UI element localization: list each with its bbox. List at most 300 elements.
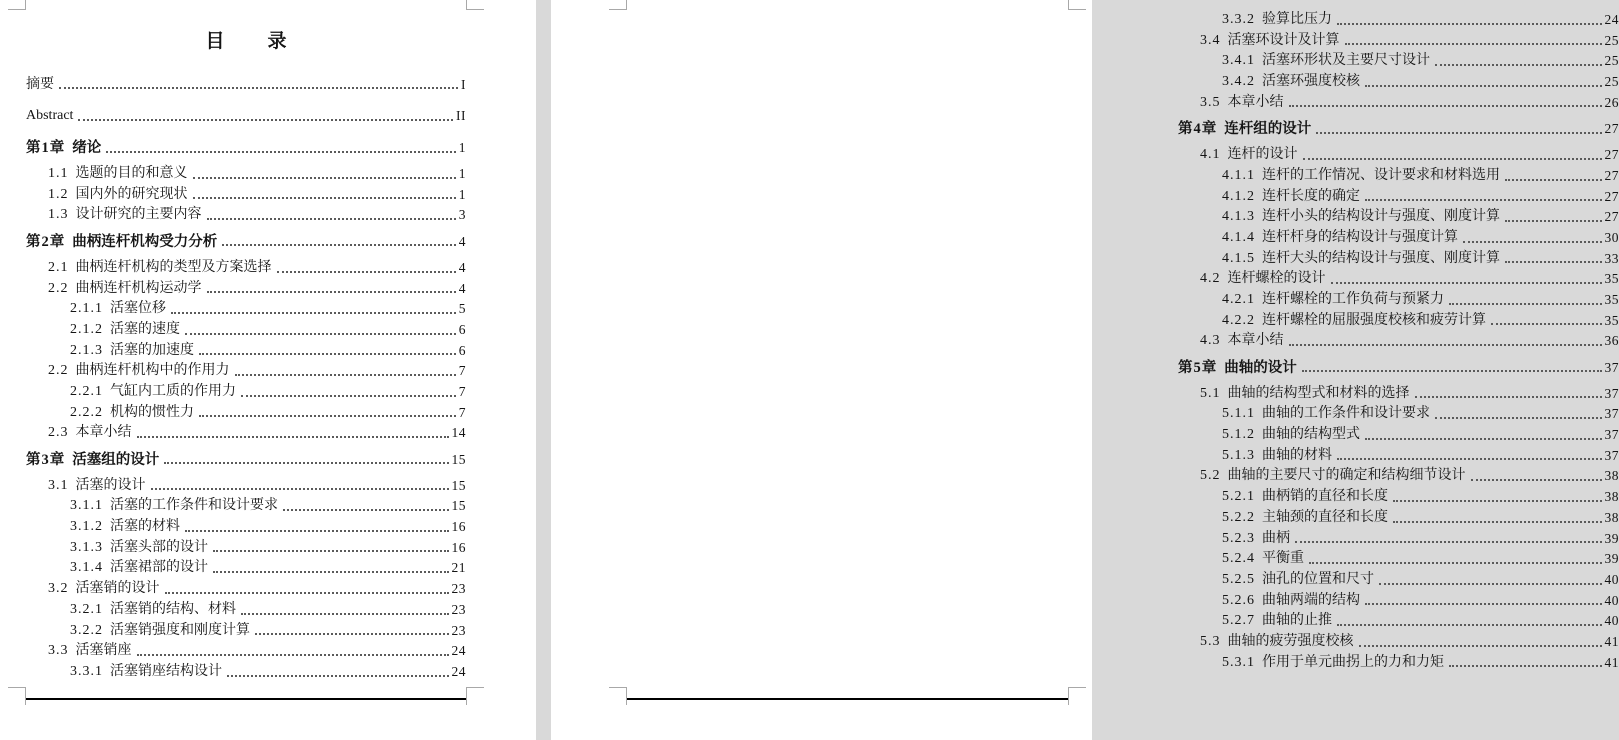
toc-entry-number: 4.1.1 bbox=[1222, 167, 1255, 183]
toc-entry-number: 3.4 bbox=[1200, 32, 1221, 48]
toc-entry-page-number: 27 bbox=[1604, 147, 1619, 163]
crop-mark-icon bbox=[8, 687, 26, 705]
toc-entry[interactable] bbox=[1222, 529, 1619, 550]
toc-leader-dots bbox=[235, 374, 456, 376]
toc-entry-number: 5.3 bbox=[1200, 633, 1221, 649]
toc-leader-dots bbox=[59, 87, 458, 89]
toc-entry[interactable] bbox=[1200, 145, 1619, 166]
toc-entry[interactable] bbox=[70, 558, 466, 579]
toc-entry-title: 曲轴的结构型式 bbox=[1262, 427, 1360, 443]
toc-entry-number: 5.1.1 bbox=[1222, 406, 1255, 422]
toc-entry[interactable] bbox=[48, 476, 466, 497]
toc-entry[interactable] bbox=[1222, 249, 1619, 270]
toc-entry-title: 连杆小头的结构设计与强度、刚度计算 bbox=[1262, 209, 1500, 225]
toc-entry[interactable] bbox=[1200, 93, 1619, 114]
toc-entry-page-number: 4 bbox=[458, 233, 466, 249]
toc-entry[interactable] bbox=[26, 75, 466, 96]
toc-list-page-1 bbox=[26, 69, 466, 683]
toc-entry[interactable] bbox=[48, 185, 466, 206]
toc-leader-dots bbox=[199, 353, 456, 355]
toc-entry[interactable] bbox=[26, 232, 466, 253]
toc-entry-number: 2.2 bbox=[48, 363, 69, 379]
toc-entry-number: 5.2 bbox=[1200, 468, 1221, 484]
toc-entry-number: 5.2.4 bbox=[1222, 551, 1255, 567]
toc-entry-number: 5.2.7 bbox=[1222, 613, 1255, 629]
toc-entry-title: 活塞组的设计 bbox=[72, 451, 160, 468]
toc-entry-title: 曲轴的材料 bbox=[1262, 447, 1332, 463]
toc-entry-page-number: 21 bbox=[451, 560, 466, 576]
toc-leader-dots bbox=[1345, 43, 1602, 45]
toc-leader-dots bbox=[213, 571, 449, 573]
toc-entry[interactable] bbox=[1200, 632, 1619, 653]
toc-leader-dots bbox=[1331, 282, 1602, 284]
toc-leader-dots bbox=[1365, 603, 1602, 605]
toc-entry-number: 5.2.2 bbox=[1222, 509, 1255, 525]
toc-entry-title: 活塞环形状及主要尺寸设计 bbox=[1262, 53, 1430, 69]
toc-entry-page-number: 1 bbox=[458, 166, 466, 182]
toc-entry-page-number: 35 bbox=[1604, 271, 1619, 287]
toc-entry[interactable] bbox=[1222, 290, 1619, 311]
toc-entry-page-number: 25 bbox=[1604, 74, 1619, 90]
toc-entry-page-number: 23 bbox=[451, 601, 466, 617]
toc-entry-title: 活塞销强度和刚度计算 bbox=[110, 622, 250, 638]
toc-leader-dots bbox=[1289, 344, 1602, 346]
toc-entry-page-number: 38 bbox=[1604, 468, 1619, 484]
toc-leader-dots bbox=[1449, 303, 1602, 305]
toc-leader-dots bbox=[1303, 158, 1602, 160]
toc-entry-title: 本章小结 bbox=[1227, 333, 1284, 349]
toc-entry-page-number: 1 bbox=[458, 139, 466, 155]
toc-entry-number: 4.1.4 bbox=[1222, 229, 1255, 245]
toc-entry-title: 活塞头部的设计 bbox=[110, 539, 208, 555]
toc-entry-number: 4.2.2 bbox=[1222, 312, 1255, 328]
toc-entry-number: 第2章 bbox=[26, 233, 66, 250]
toc-entry-title: 曲轴的设计 bbox=[1224, 359, 1297, 376]
toc-entry[interactable] bbox=[70, 341, 466, 362]
toc-entry[interactable] bbox=[1222, 187, 1619, 208]
toc-leader-dots bbox=[283, 509, 449, 511]
page-bottom-rule bbox=[26, 698, 466, 700]
toc-entry-title: 活塞销的设计 bbox=[75, 581, 160, 597]
toc-entry-page-number: 4 bbox=[458, 259, 466, 275]
toc-leader-dots bbox=[1337, 624, 1602, 626]
toc-entry-number: 3.2.1 bbox=[70, 601, 103, 617]
toc-entry-title: 活塞销的结构、材料 bbox=[110, 601, 236, 617]
toc-entry-title: 曲轴两端的结构 bbox=[1262, 592, 1360, 608]
toc-entry-page-number: 38 bbox=[1604, 489, 1619, 505]
toc-entry-number: 5.2.3 bbox=[1222, 530, 1255, 546]
toc-entry-number: 3.3 bbox=[48, 643, 69, 659]
toc-leader-dots bbox=[1365, 438, 1602, 440]
toc-entry[interactable] bbox=[1178, 358, 1619, 379]
toc-leader-dots bbox=[227, 675, 449, 677]
toc-entry-title: 曲柄连杆机构运动学 bbox=[75, 280, 202, 296]
toc-entry-number: 5.1.2 bbox=[1222, 427, 1255, 443]
toc-entry-number: 3.2.2 bbox=[70, 622, 103, 638]
toc-entry[interactable] bbox=[26, 450, 466, 471]
toc-entry-number: 4.1.2 bbox=[1222, 188, 1255, 204]
toc-entry[interactable] bbox=[70, 600, 466, 621]
toc-entry-page-number: 37 bbox=[1604, 427, 1619, 443]
toc-entry-page-number: 25 bbox=[1604, 53, 1619, 69]
toc-entry-title: 曲轴的结构型式和材料的选择 bbox=[1227, 385, 1410, 401]
toc-entry-number: 第5章 bbox=[1178, 359, 1218, 376]
toc-entry[interactable] bbox=[70, 382, 466, 403]
toc-entry[interactable] bbox=[48, 579, 466, 600]
toc-leader-dots bbox=[1393, 500, 1602, 502]
toc-entry-title: 本章小结 bbox=[1227, 94, 1284, 110]
toc-entry-page-number: 15 bbox=[451, 451, 466, 467]
toc-entry-number: 3.1.4 bbox=[70, 560, 103, 576]
toc-leader-dots bbox=[1505, 220, 1602, 222]
page-1[interactable] bbox=[0, 0, 536, 740]
toc-entry[interactable] bbox=[1222, 72, 1619, 93]
toc-leader-dots bbox=[1295, 541, 1602, 543]
toc-entry-number: 4.3 bbox=[1200, 333, 1221, 349]
toc-entry-page-number: 7 bbox=[458, 404, 466, 420]
toc-entry-number: 第1章 bbox=[26, 139, 66, 156]
toc-entry-page-number: 35 bbox=[1604, 312, 1619, 328]
toc-entry[interactable] bbox=[1222, 508, 1619, 529]
toc-entry-page-number: 39 bbox=[1604, 551, 1619, 567]
crop-mark-icon bbox=[1068, 687, 1086, 705]
toc-entry-number: 第3章 bbox=[26, 451, 66, 468]
toc-leader-dots bbox=[78, 119, 453, 121]
toc-entry[interactable] bbox=[70, 621, 466, 642]
toc-entry-title: 曲轴的主要尺寸的确定和结构细节设计 bbox=[1227, 468, 1466, 484]
toc-leader-dots bbox=[193, 197, 456, 199]
toc-entry-page-number: 39 bbox=[1604, 530, 1619, 546]
toc-entry-title: 曲柄连杆机构中的作用力 bbox=[75, 363, 230, 379]
toc-entry-title: 连杆螺栓的设计 bbox=[1227, 271, 1326, 287]
toc-entry[interactable] bbox=[1200, 31, 1619, 52]
toc-entry-title: 连杆长度的确定 bbox=[1262, 188, 1360, 204]
toc-leader-dots bbox=[1289, 105, 1602, 107]
toc-entry-title: 验算比压力 bbox=[1262, 12, 1332, 27]
toc-entry[interactable] bbox=[1222, 487, 1619, 508]
toc-entry-page-number: 26 bbox=[1604, 94, 1619, 110]
page-2[interactable] bbox=[551, 0, 1619, 740]
toc-entry[interactable] bbox=[26, 106, 466, 127]
toc-entry-page-number: 37 bbox=[1604, 406, 1619, 422]
toc-entry-number: 5.3.1 bbox=[1222, 654, 1255, 670]
toc-entry-page-number: 33 bbox=[1604, 250, 1619, 266]
toc-entry-page-number: 24 bbox=[1604, 12, 1619, 27]
toc-leader-dots bbox=[185, 530, 449, 532]
toc-leader-dots bbox=[1365, 85, 1602, 87]
toc-entry-page-number: 6 bbox=[458, 342, 466, 358]
toc-entry-page-number: 41 bbox=[1604, 654, 1619, 670]
toc-entry-page-number: 30 bbox=[1604, 229, 1619, 245]
toc-leader-dots bbox=[1435, 417, 1602, 419]
toc-entry-number: 3.1.3 bbox=[70, 539, 103, 555]
toc-entry-page-number: 23 bbox=[451, 581, 466, 597]
toc-entry-page-number: 38 bbox=[1604, 509, 1619, 525]
toc-entry-page-number: 40 bbox=[1604, 592, 1619, 608]
toc-leader-dots bbox=[193, 177, 456, 179]
toc-entry-title: 绪论 bbox=[72, 139, 102, 156]
toc-leader-dots bbox=[1337, 458, 1602, 460]
toc-entry-page-number: II bbox=[456, 108, 466, 124]
toc-entry-number: 5.2.1 bbox=[1222, 489, 1255, 505]
toc-entry-page-number: 37 bbox=[1604, 447, 1619, 463]
toc-entry-title: 活塞销座 bbox=[75, 643, 132, 659]
toc-leader-dots bbox=[137, 654, 449, 656]
toc-entry-title: 连杆杆身的结构设计与强度计算 bbox=[1262, 229, 1458, 245]
toc-entry-title: 气缸内工质的作用力 bbox=[110, 383, 236, 399]
toc-entry[interactable] bbox=[1200, 331, 1619, 352]
toc-entry-number: 4.1.5 bbox=[1222, 250, 1255, 266]
toc-entry[interactable] bbox=[70, 299, 466, 320]
toc-entry-number: 3.1.1 bbox=[70, 498, 103, 514]
toc-leader-dots bbox=[213, 550, 449, 552]
toc-entry[interactable] bbox=[1222, 207, 1619, 228]
toc-entry[interactable] bbox=[1178, 119, 1619, 140]
toc-entry[interactable] bbox=[48, 164, 466, 185]
toc-entry-number: 4.2.1 bbox=[1222, 291, 1255, 307]
toc-entry-title: 连杆螺栓的屈服强度校核和疲劳计算 bbox=[1262, 312, 1486, 328]
toc-leader-dots bbox=[255, 633, 449, 635]
toc-leader-dots bbox=[277, 271, 456, 273]
toc-entry-number: 3.4.1 bbox=[1222, 53, 1255, 69]
toc-entry-title: 连杆的工作情况、设计要求和材料选用 bbox=[1262, 167, 1500, 183]
toc-entry-number: 第4章 bbox=[1178, 120, 1218, 137]
toc-entry-page-number: I bbox=[461, 76, 466, 92]
toc-leader-dots bbox=[185, 333, 456, 335]
toc-entry-number: 2.1.2 bbox=[70, 321, 103, 337]
toc-entry-title: 活塞裙部的设计 bbox=[110, 560, 208, 576]
toc-entry-number: 2.1.1 bbox=[70, 301, 103, 317]
toc-entry-page-number: 1 bbox=[458, 186, 466, 202]
toc-entry-page-number: 5 bbox=[458, 301, 466, 317]
toc-leader-dots bbox=[222, 244, 456, 246]
toc-entry-page-number: 27 bbox=[1604, 167, 1619, 183]
toc-entry-number: 5.2.5 bbox=[1222, 571, 1255, 587]
crop-mark-icon bbox=[609, 687, 627, 705]
toc-entry-title: 曲柄 bbox=[1262, 530, 1290, 546]
toc-entry[interactable] bbox=[1222, 591, 1619, 612]
toc-entry-number: 2.2.2 bbox=[70, 404, 103, 420]
toc-entry-number: 3.5 bbox=[1200, 94, 1221, 110]
toc-entry[interactable] bbox=[70, 517, 466, 538]
toc-entry-title: 活塞的设计 bbox=[75, 477, 146, 493]
toc-entry-number: 1.3 bbox=[48, 207, 69, 223]
toc-entry-page-number: 41 bbox=[1604, 633, 1619, 649]
toc-entry-title: 活塞销座结构设计 bbox=[110, 663, 222, 679]
toc-leader-dots bbox=[164, 462, 448, 464]
toc-entry[interactable] bbox=[1222, 228, 1619, 249]
toc-leader-dots bbox=[1435, 64, 1602, 66]
toc-entry-number: 5.1.3 bbox=[1222, 447, 1255, 463]
toc-entry-title: 设计研究的主要内容 bbox=[75, 207, 202, 223]
toc-entry-title: Abstract bbox=[26, 108, 74, 124]
toc-entry[interactable] bbox=[48, 641, 466, 662]
toc-entry[interactable] bbox=[48, 258, 466, 279]
toc-entry-number: 2.1 bbox=[48, 259, 69, 275]
toc-leader-dots bbox=[241, 613, 449, 615]
toc-entry[interactable] bbox=[1222, 404, 1619, 425]
toc-leader-dots bbox=[171, 312, 456, 314]
toc-entry-page-number: 15 bbox=[451, 498, 466, 514]
toc-leader-dots bbox=[137, 436, 449, 438]
toc-entry[interactable] bbox=[26, 138, 466, 159]
toc-leader-dots bbox=[1463, 241, 1602, 243]
toc-entry-page-number: 40 bbox=[1604, 613, 1619, 629]
toc-entry-number: 3.1.2 bbox=[70, 519, 103, 535]
toc-entry-title: 活塞环设计及计算 bbox=[1227, 32, 1340, 48]
toc-leader-dots bbox=[1449, 665, 1602, 667]
toc-entry-page-number: 16 bbox=[451, 519, 466, 535]
toc-entry[interactable] bbox=[70, 496, 466, 517]
toc-entry-number: 3.1 bbox=[48, 477, 69, 493]
toc-entry-title: 平衡重 bbox=[1262, 551, 1304, 567]
toc-entry-title: 曲柄连杆机构的类型及方案选择 bbox=[75, 259, 272, 275]
toc-entry-page-number: 37 bbox=[1604, 359, 1619, 375]
toc-entry-title: 选题的目的和意义 bbox=[75, 166, 188, 182]
toc-entry-page-number: 35 bbox=[1604, 291, 1619, 307]
toc-entry-page-number: 25 bbox=[1604, 32, 1619, 48]
toc-entry[interactable] bbox=[1222, 653, 1619, 674]
toc-entry-number: 2.2.1 bbox=[70, 383, 103, 399]
toc-entry-page-number: 37 bbox=[1604, 385, 1619, 401]
toc-entry-number: 5.1 bbox=[1200, 385, 1221, 401]
toc-leader-dots bbox=[1337, 23, 1602, 25]
crop-mark-icon bbox=[466, 0, 484, 10]
toc-leader-dots bbox=[1379, 583, 1602, 585]
toc-entry-title: 国内外的研究现状 bbox=[75, 186, 188, 202]
crop-mark-icon bbox=[1068, 0, 1086, 10]
toc-entry-number: 3.2 bbox=[48, 581, 69, 597]
toc-leader-dots bbox=[1471, 479, 1602, 481]
toc-entry-title: 活塞的工作条件和设计要求 bbox=[110, 498, 278, 514]
toc-entry-number: 3.3.2 bbox=[1222, 12, 1255, 27]
toc-entry-page-number: 24 bbox=[451, 643, 466, 659]
toc-entry[interactable] bbox=[1200, 384, 1619, 405]
toc-entry[interactable] bbox=[70, 662, 466, 683]
toc-entry-title: 活塞位移 bbox=[110, 301, 166, 317]
toc-entry[interactable] bbox=[48, 423, 466, 444]
toc-leader-dots bbox=[165, 592, 449, 594]
crop-mark-icon bbox=[466, 687, 484, 705]
toc-entry-page-number: 14 bbox=[451, 425, 466, 441]
toc-entry-page-number: 40 bbox=[1604, 571, 1619, 587]
toc-leader-dots bbox=[1505, 261, 1602, 263]
toc-entry-title: 连杆组的设计 bbox=[1224, 120, 1312, 137]
toc-entry-title: 活塞的加速度 bbox=[110, 342, 194, 358]
toc-entry[interactable] bbox=[1222, 446, 1619, 467]
toc-entry-page-number: 16 bbox=[451, 539, 466, 555]
toc-entry-page-number: 27 bbox=[1604, 209, 1619, 225]
toc-entry-number: 3.3.1 bbox=[70, 663, 103, 679]
toc-leader-dots bbox=[1302, 370, 1602, 372]
toc-entry-page-number: 36 bbox=[1604, 333, 1619, 349]
toc-entry[interactable] bbox=[70, 538, 466, 559]
toc-entry[interactable] bbox=[48, 205, 466, 226]
toc-entry[interactable] bbox=[1222, 611, 1619, 632]
toc-leader-dots bbox=[1505, 179, 1602, 181]
crop-mark-icon bbox=[8, 0, 26, 10]
toc-leader-dots bbox=[1359, 645, 1602, 647]
toc-entry-page-number: 24 bbox=[451, 663, 466, 679]
toc-entry-page-number: 15 bbox=[451, 477, 466, 493]
toc-entry-number: 1.2 bbox=[48, 186, 69, 202]
toc-entry[interactable] bbox=[48, 279, 466, 300]
toc-entry-number: 4.2 bbox=[1200, 271, 1221, 287]
toc-entry-title: 曲柄销的直径和长度 bbox=[1262, 489, 1388, 505]
toc-leader-dots bbox=[151, 488, 449, 490]
toc-entry-number: 4.1 bbox=[1200, 147, 1221, 163]
toc-entry-title: 连杆大头的结构设计与强度、刚度计算 bbox=[1262, 250, 1500, 266]
toc-leader-dots bbox=[207, 291, 456, 293]
toc-leader-dots bbox=[1309, 562, 1602, 564]
toc-leader-dots bbox=[1316, 132, 1601, 134]
toc-entry-title: 连杆螺栓的工作负荷与预紧力 bbox=[1262, 291, 1444, 307]
toc-entry-title: 曲轴的工作条件和设计要求 bbox=[1262, 406, 1430, 422]
toc-leader-dots bbox=[1491, 323, 1602, 325]
toc-entry[interactable] bbox=[1200, 466, 1619, 487]
toc-entry-page-number: 6 bbox=[458, 321, 466, 337]
toc-entry[interactable] bbox=[1222, 425, 1619, 446]
toc-entry-title: 活塞环强度校核 bbox=[1262, 74, 1360, 90]
toc-entry-number: 1.1 bbox=[48, 166, 69, 182]
toc-entry[interactable] bbox=[1222, 10, 1619, 31]
toc-entry[interactable] bbox=[1222, 549, 1619, 570]
toc-entry-title: 曲轴的止推 bbox=[1262, 613, 1332, 629]
toc-entry-number: 2.3 bbox=[48, 425, 69, 441]
toc-leader-dots bbox=[1415, 396, 1602, 398]
toc-entry[interactable] bbox=[1222, 166, 1619, 187]
toc-leader-dots bbox=[207, 218, 456, 220]
toc-entry-page-number: 3 bbox=[458, 207, 466, 223]
toc-entry-title: 连杆的设计 bbox=[1227, 147, 1298, 163]
toc-entry-title: 主轴颈的直径和长度 bbox=[1262, 509, 1388, 525]
toc-title[interactable]: 目 录 bbox=[205, 31, 299, 52]
toc-entry-title: 机构的惯性力 bbox=[110, 404, 194, 420]
toc-entry-number: 5.2.6 bbox=[1222, 592, 1255, 608]
toc-entry[interactable] bbox=[1222, 51, 1619, 72]
toc-entry-number: 4.1.3 bbox=[1222, 209, 1255, 225]
toc-entry[interactable] bbox=[48, 361, 466, 382]
toc-entry-number: 2.1.3 bbox=[70, 342, 103, 358]
toc-entry-title: 本章小结 bbox=[75, 425, 132, 441]
toc-leader-dots bbox=[1365, 199, 1602, 201]
toc-leader-dots bbox=[106, 151, 456, 153]
toc-leader-dots bbox=[1393, 521, 1602, 523]
toc-entry[interactable] bbox=[70, 403, 466, 424]
toc-entry-page-number: 27 bbox=[1604, 188, 1619, 204]
toc-leader-dots bbox=[199, 415, 456, 417]
crop-mark-icon bbox=[609, 0, 627, 10]
toc-entry-title: 油孔的位置和尺寸 bbox=[1262, 571, 1374, 587]
toc-entry-title: 曲柄连杆机构受力分析 bbox=[72, 233, 218, 250]
toc-entry[interactable] bbox=[70, 320, 466, 341]
toc-entry-number: 3.4.2 bbox=[1222, 74, 1255, 90]
toc-entry[interactable] bbox=[1222, 570, 1619, 591]
toc-entry-title: 活塞的速度 bbox=[110, 321, 180, 337]
toc-entry-title: 曲轴的疲劳强度校核 bbox=[1227, 633, 1354, 649]
toc-entry-title: 活塞的材料 bbox=[110, 519, 180, 535]
toc-entry[interactable] bbox=[1222, 311, 1619, 332]
page-bottom-rule bbox=[627, 698, 1068, 700]
toc-entry-title: 摘要 bbox=[26, 76, 54, 92]
toc-list-page-2 bbox=[1178, 10, 1619, 673]
toc-entry-page-number: 23 bbox=[451, 622, 466, 638]
toc-entry-page-number: 7 bbox=[458, 383, 466, 399]
toc-leader-dots bbox=[241, 395, 456, 397]
toc-entry-page-number: 7 bbox=[458, 363, 466, 379]
toc-entry-title: 作用于单元曲拐上的力和力矩 bbox=[1262, 654, 1444, 670]
toc-entry[interactable] bbox=[1200, 269, 1619, 290]
